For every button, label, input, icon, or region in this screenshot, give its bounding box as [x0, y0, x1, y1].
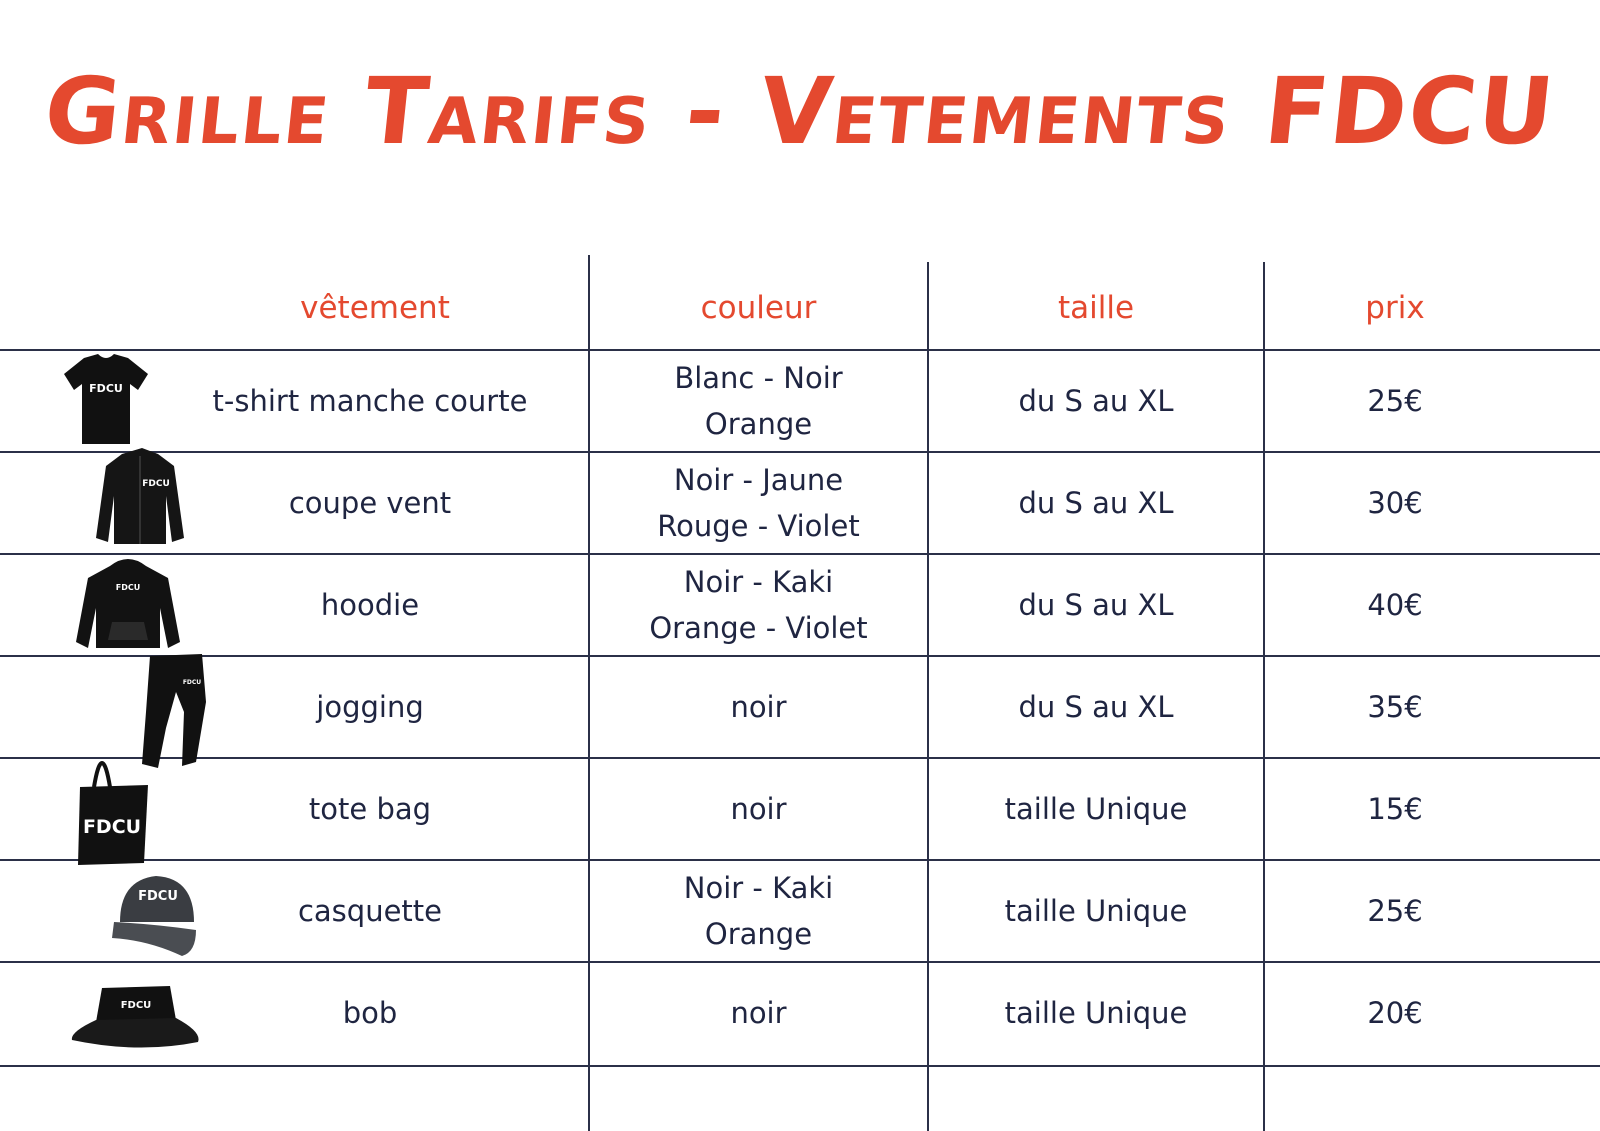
row-taille: taille Unique	[1004, 996, 1188, 1030]
row-couleur: Noir - Kaki Orange	[683, 871, 834, 951]
svg-text:FDCU: FDCU	[89, 382, 123, 395]
row-taille: taille Unique	[1004, 894, 1188, 928]
header-vetement: vêtement	[300, 290, 450, 326]
row-vetement: tote bag	[308, 792, 432, 826]
row-vetement: t-shirt manche courte	[212, 384, 528, 418]
row-prix: 25€	[1367, 384, 1423, 418]
row-taille: taille Unique	[1004, 792, 1188, 826]
header-taille: taille	[1057, 290, 1135, 326]
svg-text:FDCU: FDCU	[138, 889, 178, 904]
row-prix: 30€	[1367, 486, 1423, 520]
row-couleur: Noir - Kaki Orange - Violet	[649, 565, 868, 645]
row-divider	[0, 1065, 1600, 1067]
svg-text:FDCU: FDCU	[182, 679, 202, 686]
tshirt-icon	[62, 352, 150, 448]
svg-text:FDCU: FDCU	[82, 816, 142, 838]
row-couleur: noir	[730, 792, 787, 826]
svg-text:FDCU: FDCU	[120, 1000, 152, 1011]
row-taille: du S au XL	[1018, 588, 1174, 622]
tote-bag-icon	[74, 745, 152, 867]
row-taille: du S au XL	[1018, 690, 1174, 724]
row-taille: du S au XL	[1018, 384, 1174, 418]
svg-text:FDCU: FDCU	[115, 583, 141, 592]
hoodie-icon	[72, 556, 184, 654]
page-title: Grille Tarifs - Vetements FDCU	[39, 58, 1561, 165]
svg-text:FDCU: FDCU	[142, 479, 170, 489]
bucket-hat-icon	[68, 980, 204, 1052]
row-vetement: jogging	[316, 690, 424, 724]
row-prix: 20€	[1367, 996, 1423, 1030]
row-vetement: casquette	[297, 894, 443, 928]
row-vetement: coupe vent	[288, 486, 452, 520]
row-vetement: bob	[342, 996, 398, 1030]
row-couleur: Noir - Jaune Rouge - Violet	[657, 463, 860, 543]
header-couleur: couleur	[700, 290, 817, 326]
row-prix: 25€	[1367, 894, 1423, 928]
row-couleur: noir	[730, 690, 787, 724]
header-prix: prix	[1365, 290, 1425, 326]
row-vetement: hoodie	[320, 588, 420, 622]
row-taille: du S au XL	[1018, 486, 1174, 520]
row-prix: 35€	[1367, 690, 1423, 724]
row-couleur: noir	[730, 996, 787, 1030]
windbreaker-icon	[92, 446, 188, 550]
row-prix: 15€	[1367, 792, 1423, 826]
row-couleur: Blanc - Noir Orange	[674, 361, 843, 441]
row-prix: 40€	[1367, 588, 1423, 622]
